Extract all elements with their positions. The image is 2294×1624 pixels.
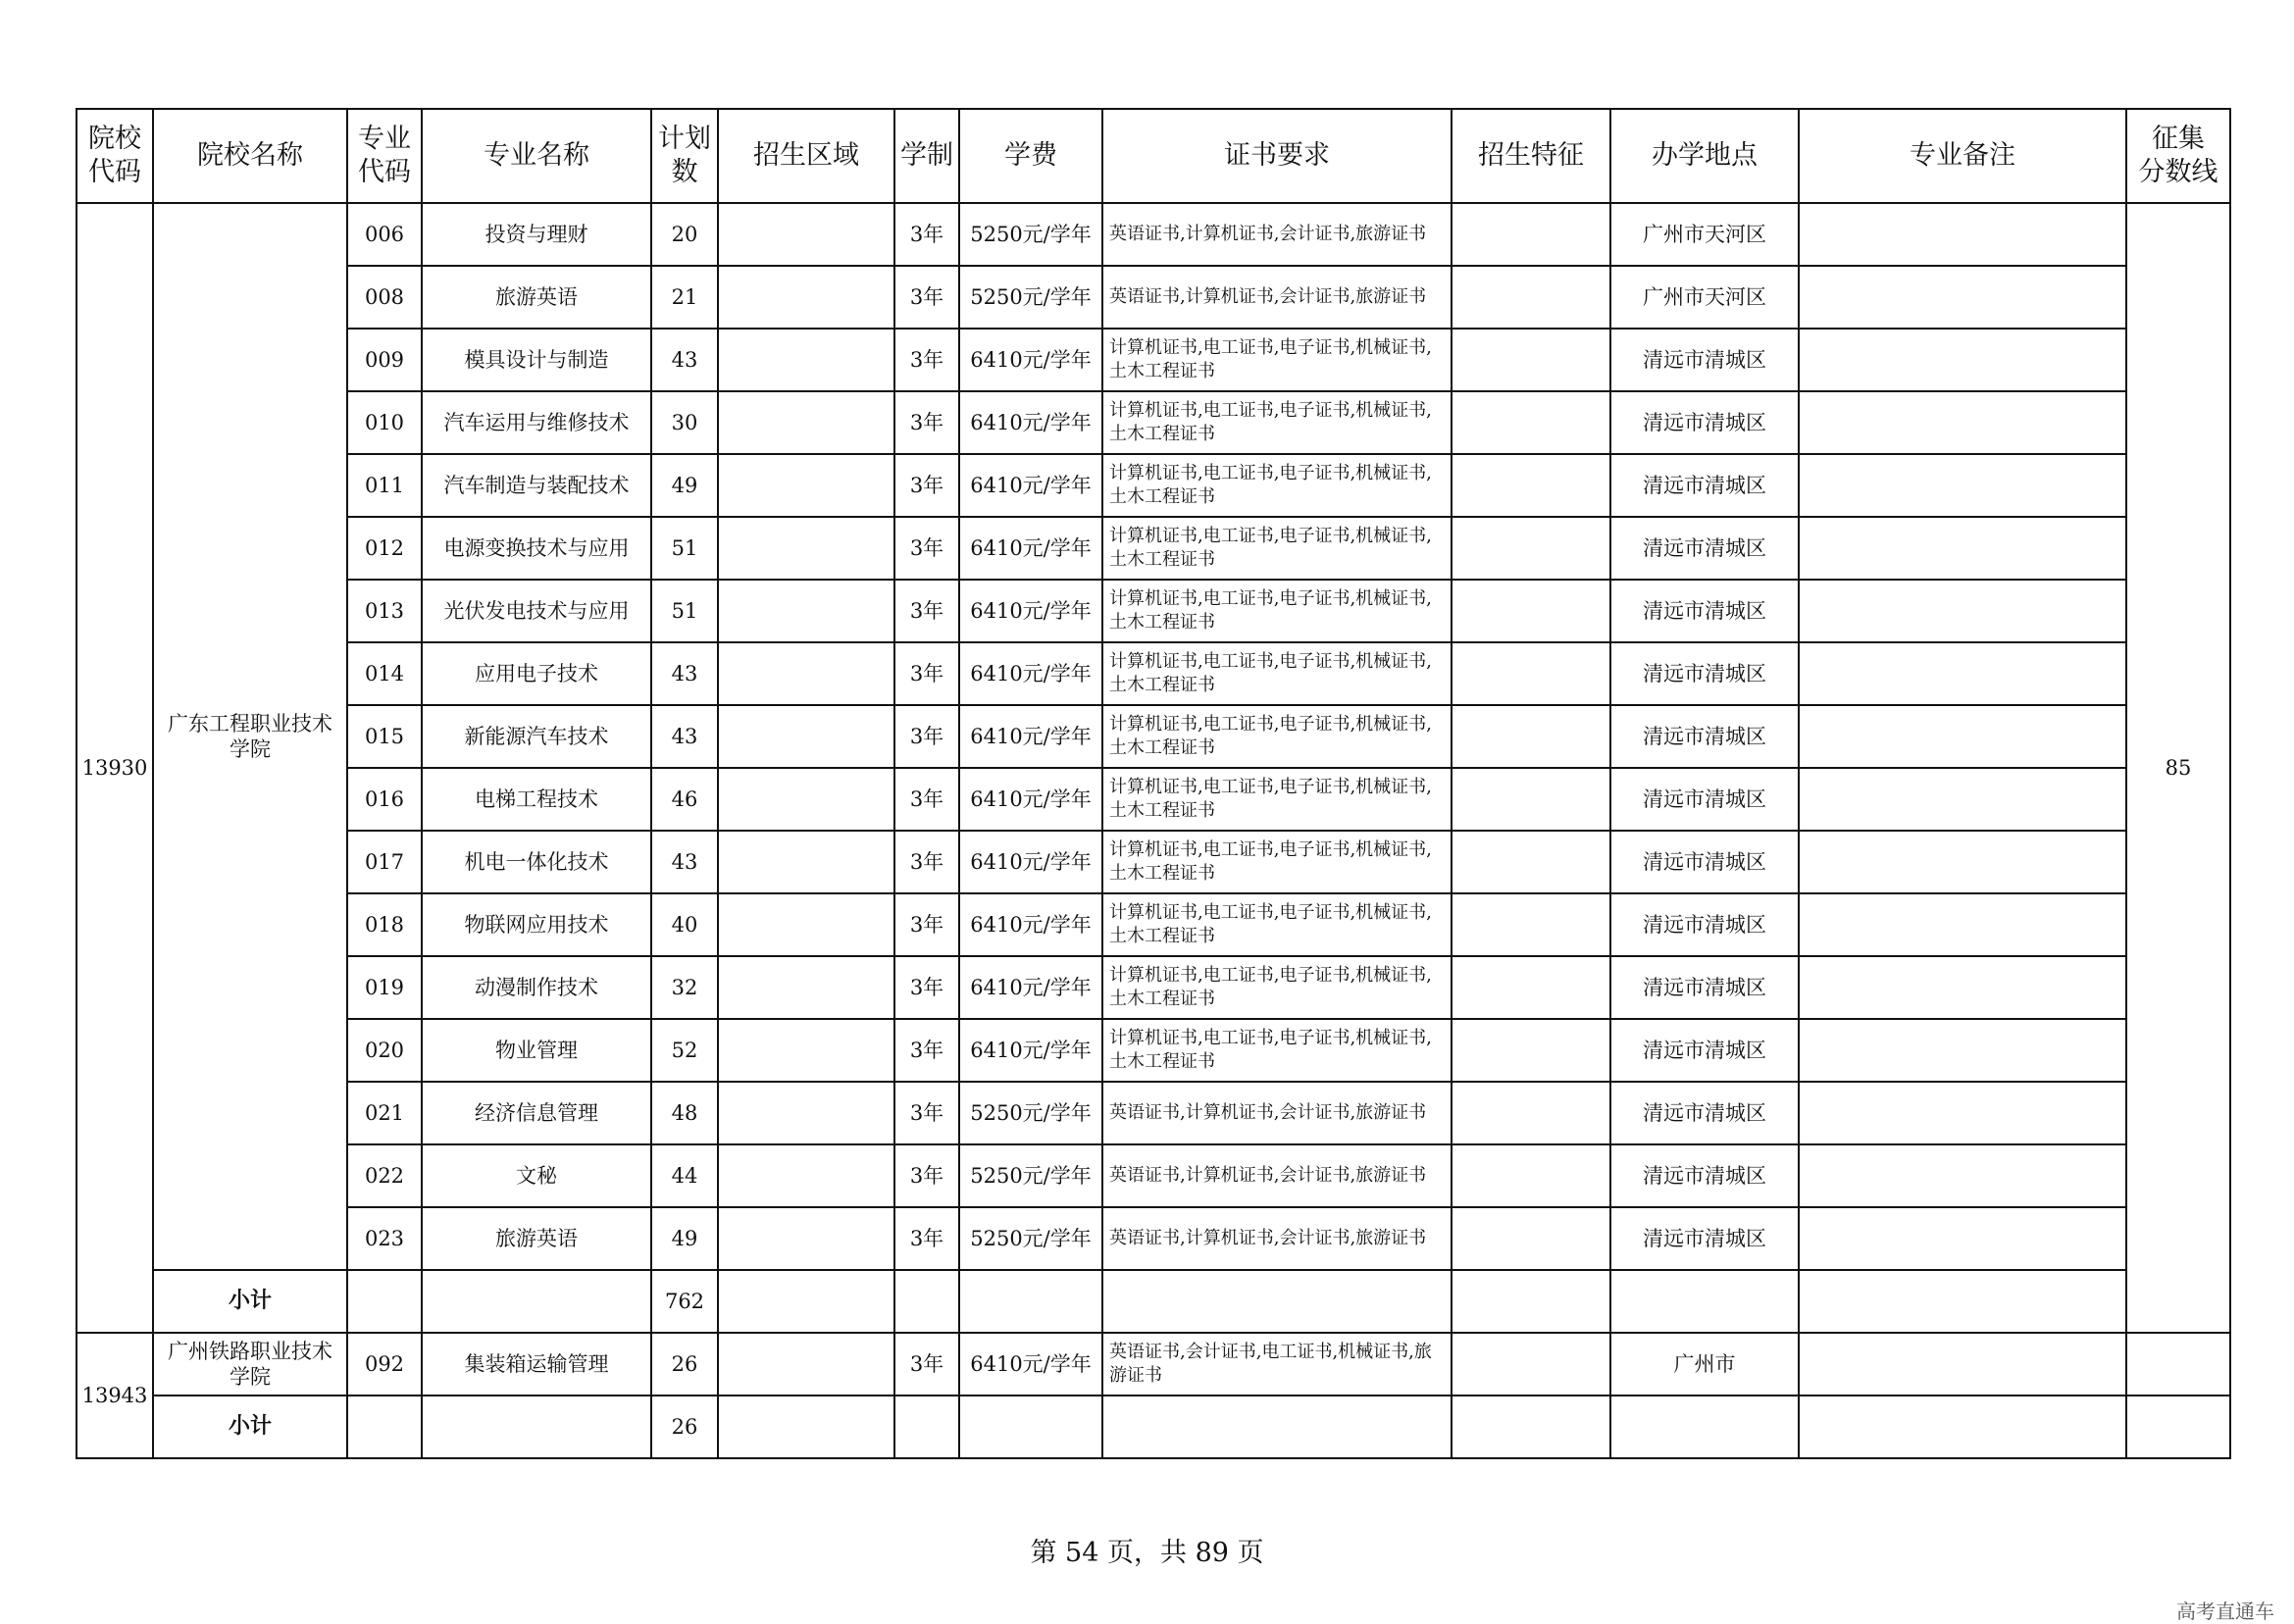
empty-cell [1799,1396,2126,1458]
major-code: 015 [347,705,422,768]
certificate: 计算机证书,电工证书,电子证书,机械证书,土木工程证书 [1102,768,1452,831]
enroll-region [718,517,894,580]
enroll-region [718,642,894,705]
plan-count: 43 [651,642,718,705]
enroll-region [718,1082,894,1144]
certificate: 计算机证书,电工证书,电子证书,机械证书,土木工程证书 [1102,893,1452,956]
duration: 3年 [894,391,959,454]
major-code: 017 [347,831,422,893]
table-row [76,266,2230,329]
certificate: 计算机证书,电工证书,电子证书,机械证书,土木工程证书 [1102,329,1452,391]
empty-cell [894,1396,959,1458]
major-code: 013 [347,580,422,642]
campus-location: 清远市清城区 [1610,454,1799,517]
tuition: 5250元/学年 [959,1144,1102,1207]
enroll-feature [1452,768,1610,831]
plan-count: 21 [651,266,718,329]
major-remark [1799,956,2126,1019]
enroll-feature [1452,1082,1610,1144]
table-row [76,1082,2230,1144]
table-row [76,893,2230,956]
major-code: 014 [347,642,422,705]
empty-cell [1610,1396,1799,1458]
major-name [422,1270,651,1333]
table-header-row [76,109,2230,203]
major-name: 旅游英语 [422,1207,651,1270]
duration: 3年 [894,266,959,329]
major-remark [1799,517,2126,580]
watermark: 高考直通车 [2176,1599,2274,1623]
major-code: 023 [347,1207,422,1270]
enroll-feature [1452,956,1610,1019]
campus-location: 广州市 [1610,1333,1799,1396]
major-code: 019 [347,956,422,1019]
major-remark [1799,454,2126,517]
duration: 3年 [894,203,959,266]
enroll-feature [1452,580,1610,642]
table-row [76,642,2230,705]
duration: 3年 [894,893,959,956]
major-code: 022 [347,1144,422,1207]
empty-cell [1102,1270,1452,1333]
campus-location: 清远市清城区 [1610,1144,1799,1207]
enroll-region [718,580,894,642]
major-remark [1799,580,2126,642]
duration: 3年 [894,1207,959,1270]
empty-cell [718,1396,894,1458]
table-row [76,517,2230,580]
enroll-feature [1452,454,1610,517]
subtotal-plan-count: 762 [651,1270,718,1333]
table-row [76,329,2230,391]
duration: 3年 [894,831,959,893]
empty-cell [1799,1270,2126,1333]
table-row [76,768,2230,831]
major-code: 018 [347,893,422,956]
table-row [76,391,2230,454]
header-tuition: 学费 [959,109,1102,203]
campus-location: 清远市清城区 [1610,580,1799,642]
plan-count: 26 [651,1333,718,1396]
plan-count: 49 [651,1207,718,1270]
tuition: 6410元/学年 [959,705,1102,768]
enroll-region [718,203,894,266]
tuition: 5250元/学年 [959,203,1102,266]
tuition: 6410元/学年 [959,768,1102,831]
duration: 3年 [894,956,959,1019]
certificate: 英语证书,会计证书,电工证书,机械证书,旅游证书 [1102,1333,1452,1396]
major-name: 投资与理财 [422,203,651,266]
empty-cell [959,1396,1102,1458]
major-name: 旅游英语 [422,266,651,329]
certificate: 英语证书,计算机证书,会计证书,旅游证书 [1102,203,1452,266]
tuition: 6410元/学年 [959,1333,1102,1396]
major-remark [1799,203,2126,266]
certificate: 计算机证书,电工证书,电子证书,机械证书,土木工程证书 [1102,1019,1452,1082]
campus-location: 清远市清城区 [1610,329,1799,391]
plan-count: 40 [651,893,718,956]
duration: 3年 [894,580,959,642]
tuition: 6410元/学年 [959,391,1102,454]
campus-location: 清远市清城区 [1610,768,1799,831]
header-school-name: 院校名称 [153,109,347,203]
tuition: 5250元/学年 [959,1207,1102,1270]
duration: 3年 [894,329,959,391]
major-name: 电源变换技术与应用 [422,517,651,580]
major-code [347,1396,422,1458]
major-code [347,1270,422,1333]
table-row [76,1019,2230,1082]
tuition: 6410元/学年 [959,893,1102,956]
header-enroll-feature: 招生特征 [1452,109,1610,203]
enroll-feature [1452,642,1610,705]
major-code: 011 [347,454,422,517]
enroll-feature [1452,1144,1610,1207]
plan-count: 32 [651,956,718,1019]
enroll-region [718,1144,894,1207]
major-code: 020 [347,1019,422,1082]
campus-location: 清远市清城区 [1610,956,1799,1019]
campus-location: 清远市清城区 [1610,831,1799,893]
duration: 3年 [894,768,959,831]
subtotal-plan-count: 26 [651,1396,718,1458]
header-duration: 学制 [894,109,959,203]
certificate: 英语证书,计算机证书,会计证书,旅游证书 [1102,266,1452,329]
table-row [76,705,2230,768]
enroll-region [718,329,894,391]
enroll-feature [1452,329,1610,391]
certificate: 计算机证书,电工证书,电子证书,机械证书,土木工程证书 [1102,831,1452,893]
tuition: 6410元/学年 [959,329,1102,391]
tuition: 6410元/学年 [959,831,1102,893]
enroll-region [718,831,894,893]
plan-count: 43 [651,705,718,768]
major-remark [1799,705,2126,768]
major-remark [1799,1144,2126,1207]
campus-location: 清远市清城区 [1610,391,1799,454]
major-name: 应用电子技术 [422,642,651,705]
enroll-region [718,956,894,1019]
certificate: 计算机证书,电工证书,电子证书,机械证书,土木工程证书 [1102,580,1452,642]
major-name: 动漫制作技术 [422,956,651,1019]
plan-count: 44 [651,1144,718,1207]
tuition: 5250元/学年 [959,266,1102,329]
empty-cell [1452,1270,1610,1333]
duration: 3年 [894,1082,959,1144]
major-remark [1799,391,2126,454]
table-row [76,956,2230,1019]
enroll-feature [1452,705,1610,768]
major-name: 经济信息管理 [422,1082,651,1144]
enroll-feature [1452,517,1610,580]
empty-cell [959,1270,1102,1333]
certificate: 英语证书,计算机证书,会计证书,旅游证书 [1102,1144,1452,1207]
header-school-code: 院校 代码 [76,109,153,203]
school-name: 广州铁路职业技术学院 [153,1333,347,1396]
major-name: 新能源汽车技术 [422,705,651,768]
campus-location: 清远市清城区 [1610,893,1799,956]
tuition: 6410元/学年 [959,956,1102,1019]
major-code: 012 [347,517,422,580]
header-enroll-region: 招生区域 [718,109,894,203]
major-code: 006 [347,203,422,266]
duration: 3年 [894,1019,959,1082]
header-major-name: 专业名称 [422,109,651,203]
enroll-feature [1452,203,1610,266]
major-name: 物业管理 [422,1019,651,1082]
plan-count: 43 [651,831,718,893]
enroll-feature [1452,893,1610,956]
table-row [76,1333,2230,1396]
admission-plan-table [76,108,2231,1459]
header-major-code: 专业 代码 [347,109,422,203]
plan-count: 43 [651,329,718,391]
major-name: 汽车运用与维修技术 [422,391,651,454]
enroll-feature [1452,1333,1610,1396]
tuition: 5250元/学年 [959,1082,1102,1144]
plan-count: 30 [651,391,718,454]
duration: 3年 [894,517,959,580]
plan-count: 20 [651,203,718,266]
header-major-remark: 专业备注 [1799,109,2126,203]
enroll-feature [1452,391,1610,454]
duration: 3年 [894,642,959,705]
empty-cell [718,1270,894,1333]
certificate: 计算机证书,电工证书,电子证书,机械证书,土木工程证书 [1102,517,1452,580]
certificate: 计算机证书,电工证书,电子证书,机械证书,土木工程证书 [1102,391,1452,454]
major-remark [1799,1082,2126,1144]
plan-count: 51 [651,580,718,642]
header-certificate: 证书要求 [1102,109,1452,203]
duration: 3年 [894,454,959,517]
subtotal-row [76,1270,2230,1333]
duration: 3年 [894,1333,959,1396]
campus-location: 广州市天河区 [1610,266,1799,329]
enroll-feature [1452,1207,1610,1270]
major-remark [1799,893,2126,956]
campus-location: 广州市天河区 [1610,203,1799,266]
certificate: 英语证书,计算机证书,会计证书,旅游证书 [1102,1207,1452,1270]
major-name: 文秘 [422,1144,651,1207]
major-name [422,1396,651,1458]
subtotal-label: 小计 [153,1270,347,1333]
enroll-region [718,266,894,329]
table-row [76,831,2230,893]
plan-count: 49 [651,454,718,517]
major-name: 光伏发电技术与应用 [422,580,651,642]
empty-cell [894,1270,959,1333]
enroll-feature [1452,831,1610,893]
major-code: 016 [347,768,422,831]
major-code: 010 [347,391,422,454]
tuition: 6410元/学年 [959,642,1102,705]
major-remark [1799,831,2126,893]
campus-location: 清远市清城区 [1610,1082,1799,1144]
major-code: 021 [347,1082,422,1144]
major-code: 008 [347,266,422,329]
plan-count: 52 [651,1019,718,1082]
major-remark [1799,1019,2126,1082]
header-cutoff-score: 征集 分数线 [2126,109,2230,203]
major-name: 电梯工程技术 [422,768,651,831]
major-name: 机电一体化技术 [422,831,651,893]
major-remark [1799,1333,2126,1396]
school-code: 13943 [76,1333,153,1458]
major-remark [1799,768,2126,831]
major-name: 汽车制造与装配技术 [422,454,651,517]
certificate: 计算机证书,电工证书,电子证书,机械证书,土木工程证书 [1102,705,1452,768]
enroll-region [718,1207,894,1270]
school-code: 13930 [76,203,153,1333]
table-row [76,203,2230,266]
duration: 3年 [894,1144,959,1207]
tuition: 6410元/学年 [959,1019,1102,1082]
table-row [76,454,2230,517]
certificate: 计算机证书,电工证书,电子证书,机械证书,土木工程证书 [1102,956,1452,1019]
campus-location: 清远市清城区 [1610,1207,1799,1270]
major-remark [1799,642,2126,705]
enroll-region [718,768,894,831]
school-name: 广东工程职业技术学院 [153,203,347,1270]
tuition: 6410元/学年 [959,517,1102,580]
empty-cell [1610,1270,1799,1333]
table-row [76,1144,2230,1207]
certificate: 计算机证书,电工证书,电子证书,机械证书,土木工程证书 [1102,642,1452,705]
tuition: 6410元/学年 [959,454,1102,517]
enroll-region [718,391,894,454]
plan-count: 48 [651,1082,718,1144]
page-footer: 第 54 页，共 89 页 [1030,1538,1264,1568]
enroll-region [718,454,894,517]
header-campus-location: 办学地点 [1610,109,1799,203]
subtotal-label: 小计 [153,1396,347,1458]
campus-location: 清远市清城区 [1610,517,1799,580]
cutoff-score: 85 [2126,203,2230,1333]
tuition: 6410元/学年 [959,580,1102,642]
table-body [76,203,2230,1458]
major-name: 集装箱运输管理 [422,1333,651,1396]
table-row [76,1207,2230,1270]
plan-count: 51 [651,517,718,580]
empty-cell [1452,1396,1610,1458]
campus-location: 清远市清城区 [1610,1019,1799,1082]
cutoff-score [2126,1333,2230,1396]
major-code: 009 [347,329,422,391]
major-name: 物联网应用技术 [422,893,651,956]
cutoff-score [2126,1396,2230,1458]
duration: 3年 [894,705,959,768]
major-code: 092 [347,1333,422,1396]
major-name: 模具设计与制造 [422,329,651,391]
table-row [76,580,2230,642]
enroll-region [718,1333,894,1396]
major-remark [1799,1207,2126,1270]
major-remark [1799,329,2126,391]
enroll-region [718,705,894,768]
enroll-region [718,1019,894,1082]
certificate: 英语证书,计算机证书,会计证书,旅游证书 [1102,1082,1452,1144]
plan-count: 46 [651,768,718,831]
campus-location: 清远市清城区 [1610,642,1799,705]
empty-cell [1102,1396,1452,1458]
campus-location: 清远市清城区 [1610,705,1799,768]
enroll-feature [1452,266,1610,329]
subtotal-row [76,1396,2230,1458]
certificate: 计算机证书,电工证书,电子证书,机械证书,土木工程证书 [1102,454,1452,517]
header-plan-count: 计划 数 [651,109,718,203]
enroll-feature [1452,1019,1610,1082]
major-remark [1799,266,2126,329]
enroll-region [718,893,894,956]
